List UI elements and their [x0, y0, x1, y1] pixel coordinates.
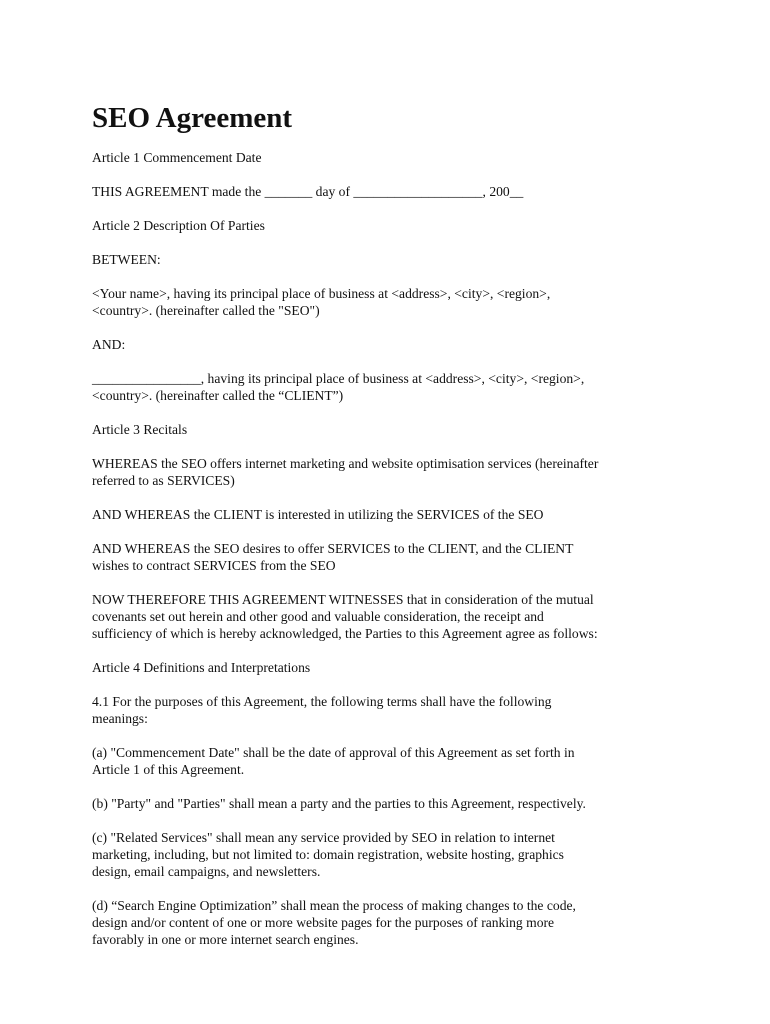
paragraph-line: BETWEEN:: [92, 252, 161, 267]
paragraph-line: (b) "Party" and "Parties" shall mean a party and the parties to this Agreement, respectively.: [92, 796, 586, 811]
paragraph: [92, 693, 682, 727]
paragraph-line: design, email campaigns, and newsletters.: [92, 864, 321, 879]
paragraph: [92, 744, 682, 778]
paragraph-line: 4.1 For the purposes of this Agreement, the following terms shall have the following: [92, 694, 552, 709]
paragraph-line: design and/or content of one or more website pages for the purposes of ranking more: [92, 915, 555, 930]
paragraph-line: wishes to contract SERVICES from the SEO: [92, 558, 336, 573]
paragraph-line: <country>. (hereinafter called the “CLIENT”): [92, 388, 344, 403]
paragraph: [92, 540, 682, 574]
paragraph: [92, 506, 682, 523]
paragraph-line: Article 1 Commencement Date: [92, 150, 262, 165]
paragraph: [92, 285, 682, 319]
paragraph-line: sufficiency of which is hereby acknowledged, the Parties to this Agreement agree as follows:: [92, 626, 598, 641]
paragraph-line: meanings:: [92, 711, 148, 726]
paragraph: [92, 659, 682, 676]
paragraph: [92, 336, 682, 353]
paragraph-line: AND:: [92, 337, 126, 352]
paragraph: [92, 829, 682, 880]
paragraph-line: Article 1 of this Agreement.: [92, 762, 245, 777]
paragraph-line: <Your name>, having its principal place of business at <address>, <city>, <region>,: [92, 286, 551, 301]
paragraph-line: Article 3 Recitals: [92, 422, 188, 437]
paragraph: [92, 370, 682, 404]
paragraph-line: ________________, having its principal place of business at <address>, <city>, <region>,: [92, 371, 585, 386]
paragraph: [92, 795, 682, 812]
paragraph-line: referred to as SERVICES): [92, 473, 235, 488]
paragraph-line: (c) "Related Services" shall mean any service provided by SEO in relation to internet: [92, 830, 555, 845]
paragraph: [92, 591, 682, 642]
paragraph-line: THIS AGREEMENT made the _______ day of ___________________, 200__: [92, 184, 524, 199]
paragraph-line: marketing, including, but not limited to: domain registration, website hosting, graphics: [92, 847, 564, 862]
paragraph: [92, 421, 682, 438]
paragraph-line: Article 2 Description Of Parties: [92, 218, 265, 233]
paragraph-line: AND WHEREAS the SEO desires to offer SERVICES to the CLIENT, and the CLIENT: [92, 541, 574, 556]
paragraph-line: AND WHEREAS the CLIENT is interested in utilizing the SERVICES of the SEO: [92, 507, 544, 522]
document-title: SEO Agreement: [92, 102, 293, 134]
paragraph: [92, 217, 682, 234]
paragraph-line: WHEREAS the SEO offers internet marketing and website optimisation services (hereinafter: [92, 456, 599, 471]
paragraph-line: Article 4 Definitions and Interpretations: [92, 660, 311, 675]
paragraph: [92, 149, 682, 166]
paragraph-list: [92, 149, 682, 948]
paragraph-line: <country>. (hereinafter called the "SEO"): [92, 303, 320, 318]
paragraph-line: NOW THEREFORE THIS AGREEMENT WITNESSES that in consideration of the mutual: [92, 592, 594, 607]
paragraph: [92, 183, 682, 200]
paragraph: [92, 897, 682, 948]
paragraph-line: (a) "Commencement Date" shall be the date of approval of this Agreement as set forth in: [92, 745, 575, 760]
document-body: [92, 100, 682, 965]
paragraph: [92, 251, 682, 268]
paragraph-line: covenants set out herein and other good and valuable consideration, the receipt and: [92, 609, 544, 624]
paragraph: [92, 455, 682, 489]
paragraph-line: (d) “Search Engine Optimization” shall mean the process of making changes to the code,: [92, 898, 576, 913]
paragraph-line: favorably in one or more internet search engines.: [92, 932, 359, 947]
